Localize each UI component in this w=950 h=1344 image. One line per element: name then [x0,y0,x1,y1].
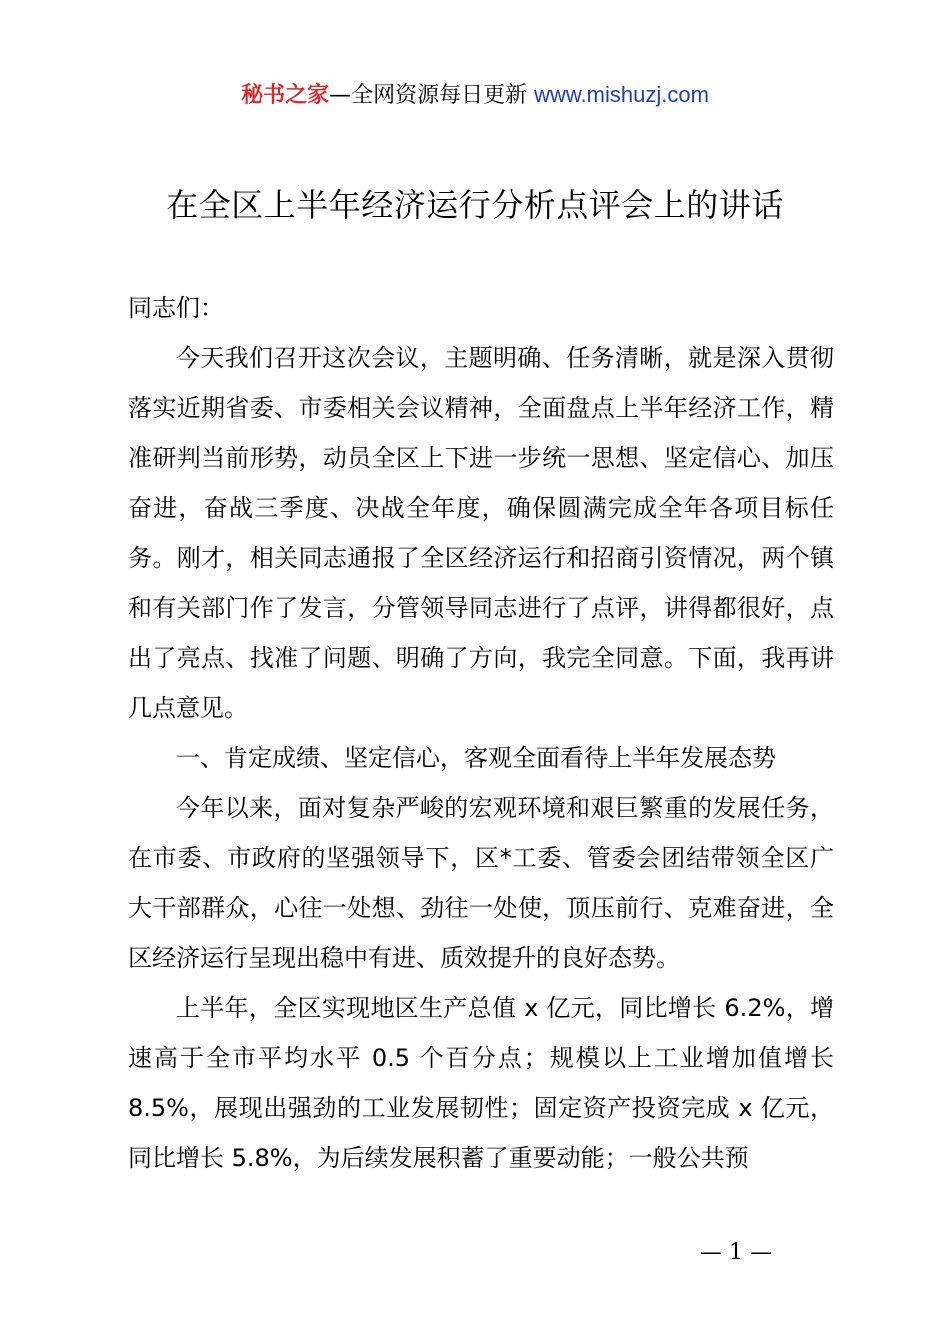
document-body [128,283,834,1183]
site-header [0,80,950,111]
section-heading-1: 一、肯定成绩、坚定信心，客观全面看待上半年发展态势 [176,744,776,772]
site-url-link[interactable]: www.mishuzj.com [534,82,709,107]
paragraph-intro: 今天我们召开这次会议，主题明确、任务清晰，就是深入贯彻落实近期省委、市委相关会议精神，全面盘点上半年经济工作，精准研判当前形势，动员全区上下进一步统一思想、坚定信心、加压奋进，奋战三季度、决战全年度，确保圆满完成全年各项目标任务。刚才，相关同志通报了全区经济运行和招商引资情况，两个镇和有关部门作了发言，分管领导同志进行了点评，讲得都很好，点出了亮点、找准了问题、明确了方向，我完全同意。下面，我再讲几点意见。 [128,344,834,722]
page-number: — 1 — [700,1240,772,1265]
document-title: 在全区上半年经济运行分析点评会上的讲话 [166,186,784,224]
header-tagline: —全网资源每日更新 [329,83,535,108]
salutation: 同志们： [128,294,224,322]
paragraph-overview: 今年以来，面对复杂严峻的宏观环境和艰巨繁重的发展任务，在市委、市政府的坚强领导下，区*工委、管委会团结带领全区广大干部群众，心往一处想、劲往一处使，顶压前行、克难奋进，全区经济运行呈现出稳中有进、质效提升的良好态势。 [128,794,834,972]
brand-name: 秘书之家 [241,83,330,108]
paragraph-statistics: 上半年，全区实现地区生产总值 x 亿元，同比增长 6.2%，增速高于全市平均水平 0.5 个百分点；规模以上工业增加值增长 8.5%，展现出强劲的工业发展韧性；固定资产投资完成 x 亿元，同比增长 5.8%，为后续发展积蓄了重要动能；一般公共预 [128,994,834,1172]
